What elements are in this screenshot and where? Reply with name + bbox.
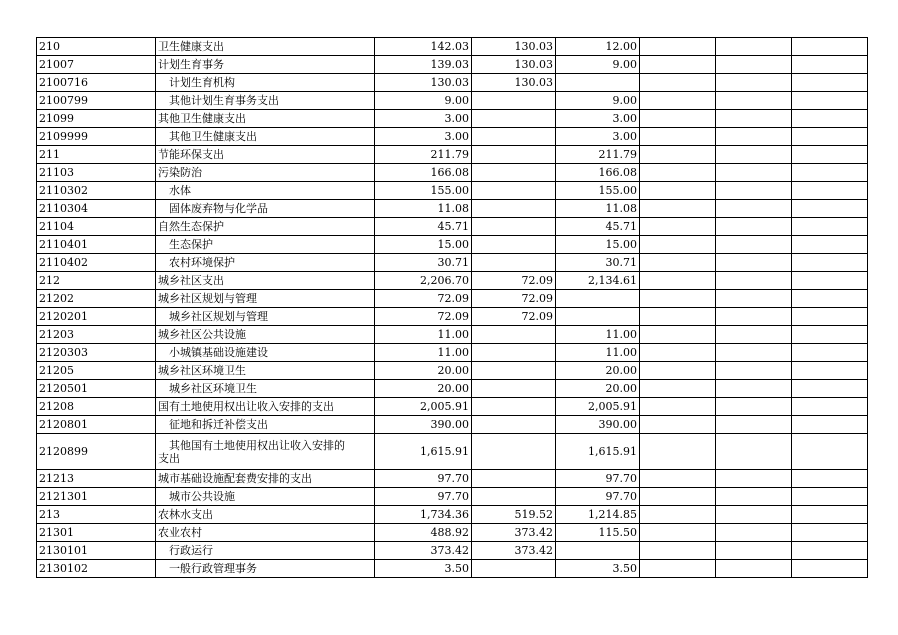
project-expenditure-cell: 1,615.91 — [556, 434, 640, 470]
total-cell: 97.70 — [375, 488, 472, 506]
empty-cell — [792, 542, 868, 560]
project-expenditure-cell — [556, 290, 640, 308]
project-expenditure-cell: 97.70 — [556, 470, 640, 488]
basic-expenditure-cell — [472, 362, 556, 380]
project-expenditure-cell: 12.00 — [556, 38, 640, 56]
empty-cell — [640, 110, 716, 128]
subject-code-cell: 2120899 — [37, 434, 156, 470]
project-expenditure-cell: 11.00 — [556, 326, 640, 344]
subject-name-cell — [156, 434, 375, 470]
table-row — [37, 560, 868, 578]
total-cell: 72.09 — [375, 308, 472, 326]
empty-cell — [792, 56, 868, 74]
empty-cell — [716, 416, 792, 434]
empty-cell — [640, 362, 716, 380]
table-row — [37, 290, 868, 308]
total-cell: 142.03 — [375, 38, 472, 56]
empty-cell — [792, 182, 868, 200]
empty-cell — [716, 182, 792, 200]
empty-cell — [792, 128, 868, 146]
subject-code-cell: 2130101 — [37, 542, 156, 560]
subject-name-cell: 城市公共设施 — [156, 488, 375, 506]
subject-code-cell: 21103 — [37, 164, 156, 182]
project-expenditure-cell: 3.50 — [556, 560, 640, 578]
empty-cell — [716, 308, 792, 326]
empty-cell — [640, 434, 716, 470]
total-cell: 2,206.70 — [375, 272, 472, 290]
subject-code-cell: 2120501 — [37, 380, 156, 398]
table-row — [37, 470, 868, 488]
empty-cell — [716, 488, 792, 506]
empty-cell — [716, 38, 792, 56]
empty-cell — [792, 146, 868, 164]
total-cell: 139.03 — [375, 56, 472, 74]
subject-code-cell: 21301 — [37, 524, 156, 542]
subject-name-cell: 生态保护 — [156, 236, 375, 254]
empty-cell — [792, 308, 868, 326]
empty-cell — [716, 542, 792, 560]
basic-expenditure-cell — [472, 218, 556, 236]
table-row — [37, 200, 868, 218]
total-cell: 72.09 — [375, 290, 472, 308]
empty-cell — [640, 488, 716, 506]
basic-expenditure-cell — [472, 146, 556, 164]
budget-expenditure-table — [36, 37, 868, 578]
project-expenditure-cell: 9.00 — [556, 92, 640, 110]
empty-cell — [716, 200, 792, 218]
subject-name-cell: 水体 — [156, 182, 375, 200]
project-expenditure-cell: 1,214.85 — [556, 506, 640, 524]
total-cell: 130.03 — [375, 74, 472, 92]
empty-cell — [640, 416, 716, 434]
subject-code-cell: 21104 — [37, 218, 156, 236]
empty-cell — [716, 506, 792, 524]
empty-cell — [640, 254, 716, 272]
subject-name-cell: 一般行政管理事务 — [156, 560, 375, 578]
empty-cell — [792, 110, 868, 128]
subject-name-cell: 小城镇基础设施建设 — [156, 344, 375, 362]
subject-name-cell: 城乡社区环境卫生 — [156, 362, 375, 380]
empty-cell — [716, 110, 792, 128]
subject-name-cell: 其他计划生育事务支出 — [156, 92, 375, 110]
empty-cell — [640, 182, 716, 200]
subject-name-cell: 卫生健康支出 — [156, 38, 375, 56]
project-expenditure-cell: 20.00 — [556, 380, 640, 398]
empty-cell — [640, 506, 716, 524]
subject-name-cell: 城市基础设施配套费安排的支出 — [156, 470, 375, 488]
subject-code-cell: 2110304 — [37, 200, 156, 218]
empty-cell — [640, 146, 716, 164]
basic-expenditure-cell — [472, 200, 556, 218]
basic-expenditure-cell: 519.52 — [472, 506, 556, 524]
empty-cell — [792, 272, 868, 290]
table-row — [37, 38, 868, 56]
empty-cell — [640, 164, 716, 182]
subject-code-cell: 2130102 — [37, 560, 156, 578]
project-expenditure-cell: 9.00 — [556, 56, 640, 74]
empty-cell — [640, 92, 716, 110]
basic-expenditure-cell: 130.03 — [472, 56, 556, 74]
empty-cell — [716, 560, 792, 578]
table-row — [37, 110, 868, 128]
empty-cell — [792, 74, 868, 92]
subject-name-cell: 计划生育机构 — [156, 74, 375, 92]
empty-cell — [716, 470, 792, 488]
empty-cell — [716, 524, 792, 542]
empty-cell — [792, 92, 868, 110]
total-cell: 1,615.91 — [375, 434, 472, 470]
empty-cell — [792, 524, 868, 542]
empty-cell — [792, 362, 868, 380]
subject-name-cell: 污染防治 — [156, 164, 375, 182]
subject-name-cell: 城乡社区规划与管理 — [156, 308, 375, 326]
basic-expenditure-cell — [472, 380, 556, 398]
empty-cell — [716, 236, 792, 254]
table-row — [37, 308, 868, 326]
empty-cell — [640, 236, 716, 254]
empty-cell — [716, 218, 792, 236]
total-cell: 30.71 — [375, 254, 472, 272]
empty-cell — [640, 38, 716, 56]
subject-code-cell: 2120801 — [37, 416, 156, 434]
basic-expenditure-cell — [472, 128, 556, 146]
table-row — [37, 236, 868, 254]
basic-expenditure-cell — [472, 110, 556, 128]
empty-cell — [640, 308, 716, 326]
project-expenditure-cell: 45.71 — [556, 218, 640, 236]
total-cell: 11.00 — [375, 344, 472, 362]
basic-expenditure-cell — [472, 398, 556, 416]
subject-code-cell: 21202 — [37, 290, 156, 308]
subject-name-cell: 农村环境保护 — [156, 254, 375, 272]
empty-cell — [792, 380, 868, 398]
project-expenditure-cell: 11.08 — [556, 200, 640, 218]
subject-name-cell: 国有土地使用权出让收入安排的支出 — [156, 398, 375, 416]
empty-cell — [640, 326, 716, 344]
total-cell: 211.79 — [375, 146, 472, 164]
total-cell: 3.00 — [375, 128, 472, 146]
empty-cell — [716, 146, 792, 164]
subject-code-cell: 2121301 — [37, 488, 156, 506]
subject-code-cell: 21208 — [37, 398, 156, 416]
subject-code-cell: 21007 — [37, 56, 156, 74]
basic-expenditure-cell: 72.09 — [472, 308, 556, 326]
total-cell: 2,005.91 — [375, 398, 472, 416]
project-expenditure-cell — [556, 542, 640, 560]
empty-cell — [792, 470, 868, 488]
subject-code-cell: 21205 — [37, 362, 156, 380]
empty-cell — [716, 380, 792, 398]
basic-expenditure-cell — [472, 344, 556, 362]
basic-expenditure-cell — [472, 236, 556, 254]
subject-name-cell: 节能环保支出 — [156, 146, 375, 164]
table-row — [37, 164, 868, 182]
empty-cell — [640, 344, 716, 362]
empty-cell — [716, 128, 792, 146]
total-cell: 20.00 — [375, 362, 472, 380]
empty-cell — [792, 560, 868, 578]
table-row — [37, 254, 868, 272]
total-cell: 390.00 — [375, 416, 472, 434]
subject-code-cell: 2110402 — [37, 254, 156, 272]
subject-code-cell: 210 — [37, 38, 156, 56]
empty-cell — [640, 200, 716, 218]
subject-name-line2: 支出 — [158, 451, 180, 465]
empty-cell — [716, 326, 792, 344]
empty-cell — [792, 164, 868, 182]
subject-name-cell: 行政运行 — [156, 542, 375, 560]
empty-cell — [640, 470, 716, 488]
project-expenditure-cell: 2,134.61 — [556, 272, 640, 290]
project-expenditure-cell: 3.00 — [556, 128, 640, 146]
empty-cell — [792, 254, 868, 272]
table-row — [37, 524, 868, 542]
project-expenditure-cell: 390.00 — [556, 416, 640, 434]
project-expenditure-cell: 11.00 — [556, 344, 640, 362]
basic-expenditure-cell: 72.09 — [472, 272, 556, 290]
basic-expenditure-cell — [472, 470, 556, 488]
empty-cell — [640, 380, 716, 398]
table-row — [37, 380, 868, 398]
project-expenditure-cell — [556, 308, 640, 326]
empty-cell — [792, 38, 868, 56]
subject-code-cell: 2100799 — [37, 92, 156, 110]
basic-expenditure-cell — [472, 488, 556, 506]
empty-cell — [640, 56, 716, 74]
empty-cell — [640, 560, 716, 578]
empty-cell — [716, 434, 792, 470]
empty-cell — [716, 344, 792, 362]
table-row — [37, 344, 868, 362]
empty-cell — [792, 398, 868, 416]
project-expenditure-cell: 115.50 — [556, 524, 640, 542]
empty-cell — [640, 398, 716, 416]
total-cell: 3.50 — [375, 560, 472, 578]
subject-code-cell: 2120201 — [37, 308, 156, 326]
empty-cell — [640, 542, 716, 560]
table-row — [37, 506, 868, 524]
empty-cell — [640, 272, 716, 290]
table-row — [37, 146, 868, 164]
subject-name-cell: 征地和拆迁补偿支出 — [156, 416, 375, 434]
total-cell: 488.92 — [375, 524, 472, 542]
empty-cell — [716, 164, 792, 182]
total-cell: 45.71 — [375, 218, 472, 236]
table-row — [37, 272, 868, 290]
table-row — [37, 92, 868, 110]
subject-name-line1: 其他国有土地使用权出让收入安排的 — [169, 438, 345, 452]
basic-expenditure-cell: 373.42 — [472, 524, 556, 542]
project-expenditure-cell: 30.71 — [556, 254, 640, 272]
table-row — [37, 326, 868, 344]
basic-expenditure-cell: 373.42 — [472, 542, 556, 560]
project-expenditure-cell: 3.00 — [556, 110, 640, 128]
empty-cell — [640, 524, 716, 542]
basic-expenditure-cell — [472, 182, 556, 200]
subject-code-cell: 21213 — [37, 470, 156, 488]
table-row — [37, 56, 868, 74]
total-cell: 1,734.36 — [375, 506, 472, 524]
project-expenditure-cell: 211.79 — [556, 146, 640, 164]
subject-name-cell: 其他卫生健康支出 — [156, 110, 375, 128]
subject-name-cell: 其他卫生健康支出 — [156, 128, 375, 146]
basic-expenditure-cell — [472, 560, 556, 578]
total-cell: 20.00 — [375, 380, 472, 398]
total-cell: 9.00 — [375, 92, 472, 110]
subject-code-cell: 2110302 — [37, 182, 156, 200]
total-cell: 11.00 — [375, 326, 472, 344]
empty-cell — [640, 128, 716, 146]
empty-cell — [792, 290, 868, 308]
empty-cell — [792, 236, 868, 254]
table-row — [37, 218, 868, 236]
total-cell: 155.00 — [375, 182, 472, 200]
project-expenditure-cell: 155.00 — [556, 182, 640, 200]
empty-cell — [716, 398, 792, 416]
subject-code-cell: 2109999 — [37, 128, 156, 146]
project-expenditure-cell: 15.00 — [556, 236, 640, 254]
total-cell: 373.42 — [375, 542, 472, 560]
subject-code-cell: 2120303 — [37, 344, 156, 362]
table-row — [37, 542, 868, 560]
subject-code-cell: 21203 — [37, 326, 156, 344]
basic-expenditure-cell — [472, 326, 556, 344]
subject-code-cell: 211 — [37, 146, 156, 164]
empty-cell — [716, 290, 792, 308]
table-row — [37, 398, 868, 416]
basic-expenditure-cell — [472, 434, 556, 470]
subject-name-cell: 城乡社区公共设施 — [156, 326, 375, 344]
project-expenditure-cell — [556, 74, 640, 92]
total-cell: 166.08 — [375, 164, 472, 182]
subject-code-cell: 212 — [37, 272, 156, 290]
basic-expenditure-cell — [472, 164, 556, 182]
empty-cell — [716, 56, 792, 74]
subject-name-cell: 城乡社区规划与管理 — [156, 290, 375, 308]
empty-cell — [716, 92, 792, 110]
subject-name-cell: 农林水支出 — [156, 506, 375, 524]
empty-cell — [716, 254, 792, 272]
table-row — [37, 416, 868, 434]
empty-cell — [716, 74, 792, 92]
basic-expenditure-cell — [472, 416, 556, 434]
table-row — [37, 128, 868, 146]
subject-name-cell: 农业农村 — [156, 524, 375, 542]
total-cell: 15.00 — [375, 236, 472, 254]
basic-expenditure-cell — [472, 92, 556, 110]
subject-name-cell: 固体废弃物与化学品 — [156, 200, 375, 218]
empty-cell — [716, 362, 792, 380]
subject-name-cell: 城乡社区支出 — [156, 272, 375, 290]
subject-code-cell: 21099 — [37, 110, 156, 128]
empty-cell — [792, 326, 868, 344]
project-expenditure-cell: 97.70 — [556, 488, 640, 506]
empty-cell — [792, 344, 868, 362]
empty-cell — [640, 218, 716, 236]
subject-name-cell: 计划生育事务 — [156, 56, 375, 74]
table-row — [37, 74, 868, 92]
empty-cell — [792, 416, 868, 434]
table-row — [37, 362, 868, 380]
empty-cell — [792, 218, 868, 236]
empty-cell — [792, 434, 868, 470]
subject-name-cell: 自然生态保护 — [156, 218, 375, 236]
basic-expenditure-cell — [472, 254, 556, 272]
table-row — [37, 488, 868, 506]
subject-code-cell: 2100716 — [37, 74, 156, 92]
basic-expenditure-cell: 130.03 — [472, 38, 556, 56]
subject-code-cell: 2110401 — [37, 236, 156, 254]
total-cell: 3.00 — [375, 110, 472, 128]
empty-cell — [792, 506, 868, 524]
total-cell: 97.70 — [375, 470, 472, 488]
empty-cell — [792, 200, 868, 218]
empty-cell — [640, 290, 716, 308]
basic-expenditure-cell: 72.09 — [472, 290, 556, 308]
basic-expenditure-cell: 130.03 — [472, 74, 556, 92]
subject-name-cell: 城乡社区环境卫生 — [156, 380, 375, 398]
subject-code-cell: 213 — [37, 506, 156, 524]
empty-cell — [716, 272, 792, 290]
project-expenditure-cell: 166.08 — [556, 164, 640, 182]
table-row — [37, 182, 868, 200]
empty-cell — [792, 488, 868, 506]
empty-cell — [640, 74, 716, 92]
project-expenditure-cell: 2,005.91 — [556, 398, 640, 416]
project-expenditure-cell: 20.00 — [556, 362, 640, 380]
total-cell: 11.08 — [375, 200, 472, 218]
table-row — [37, 434, 868, 470]
